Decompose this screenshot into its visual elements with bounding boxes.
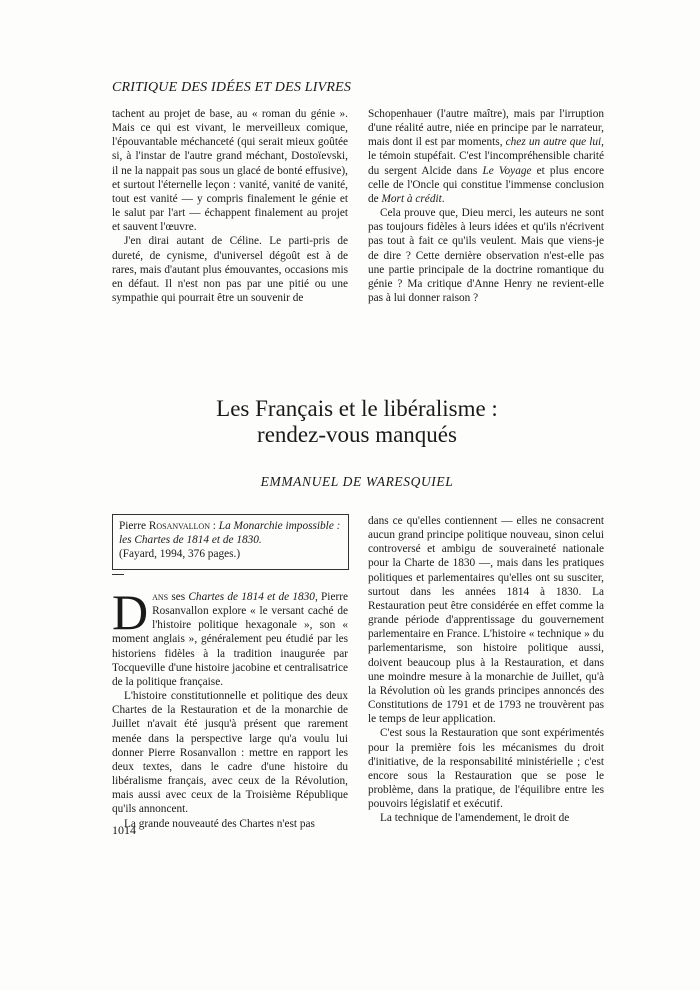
ref-author-first: Pierre: [119, 520, 149, 532]
paragraph: J'en dirai autant de Céline. Le parti-pris de dureté, de cynisme, d'universel dégoût est à de rares, mais d'autant plus émouvantes, occasions mis en défaut. Il n'est non pas par une pitié ou une sympathie qui pourrait être un souvenir de: [112, 235, 348, 305]
divider: [112, 574, 124, 575]
paragraph: C'est sous la Restauration que sont expérimentés pour la première fois les mécanismes du droit d'initiative, de la responsabilité ministérielle ; c'est encore sous la Restauration que se pose le problème, dans la pratique, de l'équilibre entre les pouvoirs législatif et exécutif.: [368, 727, 604, 811]
page-number: 1014: [112, 823, 136, 837]
paragraph: La grande nouveauté des Chartes n'est pas: [124, 817, 315, 830]
ref-book-title: La Monarchie impossible : les Chartes de 1814 et de 1830.: [119, 520, 341, 546]
text-run: , Pierre Rosanvallon explore « le versant caché de l'histoire politique hexagonale », son « moment anglais », généralement peu étudié par les historiens fidèles à la tradition inaugurée par Tocqueville d'une histoire jacobine et centralisatrice de la politique française.: [112, 591, 348, 688]
text-run: ses: [168, 591, 189, 603]
ref-sep: :: [209, 520, 219, 532]
paragraph: tachent au projet de base, au « roman du génie ». Mais ce qui est vivant, le merveilleux comique, l'épouvantable méchanceté (qui serait mieux goûtée si, à l'instar de l'autre grand méchant, Dostoïevski, il ne la nappait pas sous un glacé de bonté effusive), et surtout l'éternelle leçon : vanité, vanité de vanité, tout est vanité — y compris finalement le génie et le salut par l'art — échappent finalement au projet et sauvent l'œuvre.: [112, 108, 348, 234]
drop-cap: D: [112, 584, 149, 640]
text-run: , le témoin stupéfait. C'est l'incompréhensible charité du sergent Alcide dans: [368, 136, 604, 177]
article-title: [112, 396, 602, 448]
book-reference-box: [112, 514, 349, 570]
title-line-1: Les Français et le libéralisme :: [216, 396, 498, 421]
text-run: Schopenhauer (l'autre maître), mais par l'irruption d'une réalité autre, niée en principe par le narrateur, mais dont il est par moments,: [368, 108, 604, 149]
column-bottom-left: [112, 584, 348, 831]
paragraph: L'histoire constitutionnelle et politique des deux Chartes de la Restauration et de la monarchie de Juillet n'avait été jusqu'à présent que rarement menée dans la perspective large qu'a voulu lui donner Pierre Rosanvallon : mettre en rapport les deux textes, dans le cadre d'une histoire du libéralisme français, avec ceux de la Révolution, mais aussi avec ceux de la Troisième République qu'ils annoncent.: [112, 690, 348, 816]
paragraph: [368, 107, 604, 206]
title-line-2: rendez-vous manqués: [257, 422, 457, 447]
italic-run: chez un autre que lui: [505, 136, 602, 149]
text-run: et plus encore celle de l'Oncle qui constitue l'immense conclusion de: [368, 164, 604, 205]
ref-author-last: Rosanvallon: [148, 520, 210, 532]
column-top-right: [368, 107, 604, 305]
italic-run: Mort à crédit: [381, 192, 442, 205]
column-top-left: [112, 107, 348, 305]
paragraph: [112, 584, 348, 689]
article-author: EMMANUEL DE WARESQUIEL: [260, 474, 454, 489]
paragraph: dans ce qu'elles contiennent — elles ne consacrent aucun grand principe politique nouveau, sinon celui controversé et ambigu de souveraineté nationale pour la Charte de 1830 —, mais dans les pratiques politiques et parlementaires qu'elles ont su susciter, surtout dans les années 1814 à 1830. La Restauration peut être considérée en effet comme la grande période d'apprentissage du gouvernement parlementaire en France. L'histoire « technique » du parlementarisme, son histoire politique aussi, doivent beaucoup plus à la Restauration, et dans une moindre mesure à la monarchie de Juillet, qu'à la Révolution où les grands principes annoncés des Constitutions de 1791 et de 1793 ne trouvèrent pas le temps de leur application.: [368, 515, 604, 726]
italic-run: Chartes de 1814 et de 1830: [188, 591, 315, 603]
paragraph: Cela prouve que, Dieu merci, les auteurs ne sont pas toujours fidèles à leurs idées et qu'ils n'écrivent pas tout à fait ce qu'ils veulent. Mais que viens-je de dire ? Cette dernière observation n'est-elle pas une partie principale de la doctrine romantique du génie ? Ma critique d'Anne Henry ne revient-elle pas à lui donner raison ?: [368, 207, 604, 305]
paragraph: La technique de l'amendement, le droit de: [380, 812, 570, 825]
column-bottom-right: [368, 514, 604, 825]
text-run: .: [441, 192, 445, 205]
ref-publisher: (Fayard, 1994, 376 pages.): [119, 547, 241, 560]
small-caps-run: ans: [152, 591, 169, 603]
running-head: CRITIQUE DES IDÉES ET DES LIVRES: [112, 80, 352, 95]
italic-run: Le Voyage: [482, 164, 532, 177]
